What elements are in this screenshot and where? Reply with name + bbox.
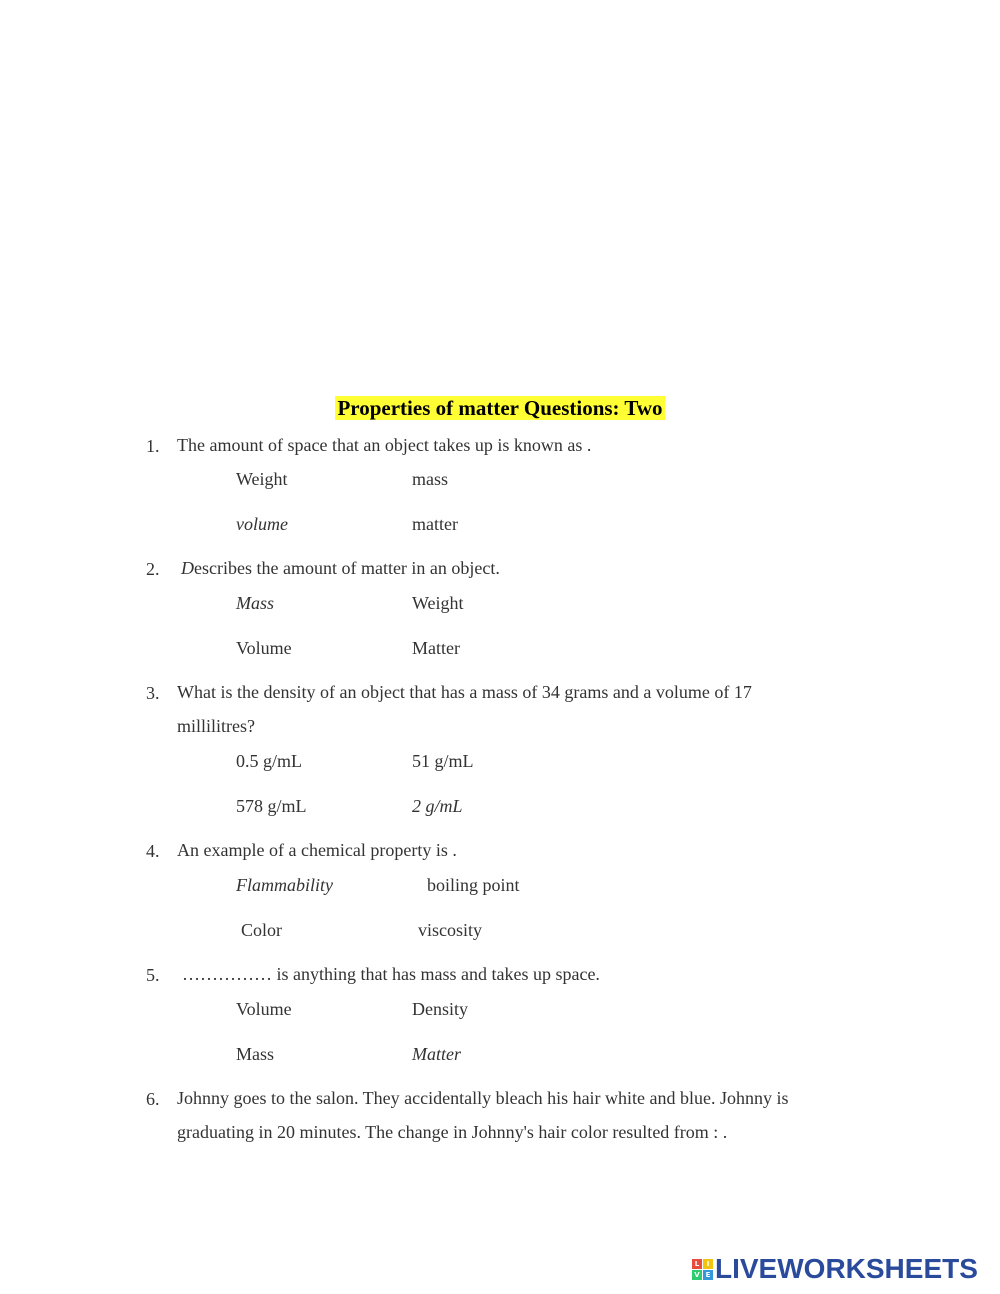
- question-2-option-a[interactable]: Mass: [236, 593, 275, 613]
- question-3-option-a[interactable]: 0.5 g/mL: [236, 751, 302, 771]
- question-4-number: 4.: [146, 841, 160, 861]
- question-3-text-line-1: What is the density of an object that has a mass of 34 grams and a volume of 17: [177, 682, 752, 702]
- question-3-text-line-2: millilitres?: [177, 716, 255, 736]
- question-2-option-c[interactable]: Volume: [236, 638, 292, 658]
- question-2-option-b[interactable]: Weight: [412, 593, 464, 613]
- liveworksheets-logo[interactable]: [692, 1253, 978, 1285]
- question-4-text: An example of a chemical property is .: [177, 840, 457, 860]
- question-1-option-a[interactable]: Weight: [236, 469, 288, 489]
- liveworksheets-logo-text: LIVEWORKSHEETS: [715, 1253, 978, 1284]
- question-5-option-c[interactable]: Mass: [236, 1044, 275, 1064]
- question-5-option-d[interactable]: Matter: [412, 1044, 461, 1064]
- question-1-option-b[interactable]: mass: [412, 469, 448, 489]
- page-title-text: Properties of matter Questions: Two: [337, 396, 663, 420]
- question-5-number: 5.: [146, 965, 160, 985]
- question-2-number: 2.: [146, 559, 160, 579]
- question-6-text-line-2: graduating in 20 minutes. The change in Johnny's hair color resulted from : .: [177, 1122, 728, 1142]
- question-2-option-d[interactable]: Matter: [412, 638, 460, 658]
- question-6-number: 6.: [146, 1089, 160, 1109]
- question-5-text: …………… is anything that has mass and takes up space.: [182, 964, 600, 984]
- question-2-text: [181, 551, 500, 585]
- question-3-option-b[interactable]: 51 g/mL: [412, 751, 474, 771]
- page-title: [0, 393, 1000, 423]
- question-1-option-d[interactable]: matter: [412, 514, 458, 534]
- question-1-number: 1.: [146, 436, 160, 456]
- question-4-option-b[interactable]: boiling point: [427, 875, 520, 895]
- question-2-text-rest: escribes the amount of matter in an object.: [194, 558, 500, 578]
- liveworksheets-mark-icon: [692, 1259, 713, 1280]
- logo-mark-letter: L: [692, 1259, 702, 1269]
- question-1-option-c[interactable]: volume: [236, 514, 288, 534]
- question-3-option-c[interactable]: 578 g/mL: [236, 796, 307, 816]
- question-4-option-a[interactable]: Flammability: [236, 875, 333, 895]
- question-3-option-d[interactable]: 2 g/mL: [412, 796, 463, 816]
- question-1-text: The amount of space that an object takes up is known as .: [177, 435, 592, 455]
- question-5-option-a[interactable]: Volume: [236, 999, 292, 1019]
- question-6-text-line-1: Johnny goes to the salon. They accidentally bleach his hair white and blue. Johnny is: [177, 1088, 789, 1108]
- question-5-option-b[interactable]: Density: [412, 999, 468, 1019]
- question-4-option-c[interactable]: Color: [241, 920, 283, 940]
- logo-mark-letter: V: [692, 1270, 702, 1280]
- logo-mark-letter: I: [703, 1259, 713, 1269]
- question-2-lead-letter: D: [181, 558, 194, 578]
- logo-mark-letter: E: [703, 1270, 713, 1280]
- question-3-number: 3.: [146, 683, 160, 703]
- question-4-option-d[interactable]: viscosity: [418, 920, 483, 940]
